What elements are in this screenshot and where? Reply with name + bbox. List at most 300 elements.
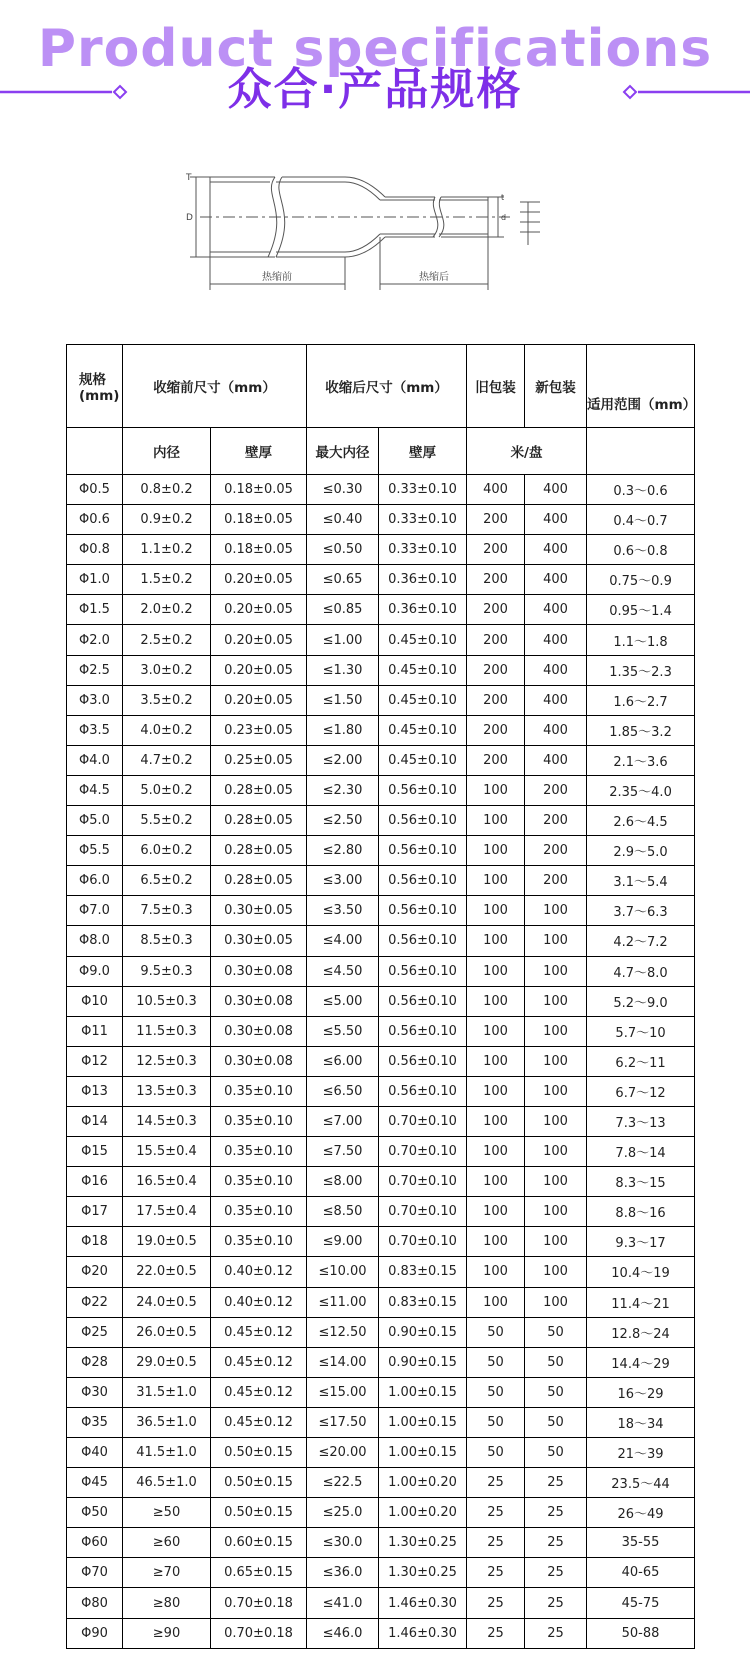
cell-inner: 16.5±0.4 xyxy=(123,1167,211,1197)
cell-new-pack: 400 xyxy=(525,475,587,505)
cell-wall-after: 0.56±0.10 xyxy=(379,1016,467,1046)
cell-range: 23.5～44 xyxy=(587,1468,695,1498)
cell-spec: Φ16 xyxy=(67,1167,123,1197)
cell-inner: 4.7±0.2 xyxy=(123,745,211,775)
cell-max-inner: ≤1.80 xyxy=(307,715,379,745)
cell-spec: Φ1.0 xyxy=(67,565,123,595)
cell-inner: 1.1±0.2 xyxy=(123,535,211,565)
cell-new-pack: 50 xyxy=(525,1407,587,1437)
cell-max-inner: ≤6.00 xyxy=(307,1046,379,1076)
cell-max-inner: ≤12.50 xyxy=(307,1317,379,1347)
cell-max-inner: ≤0.40 xyxy=(307,505,379,535)
cell-new-pack: 200 xyxy=(525,775,587,805)
title-chinese: 众合·产品规格 xyxy=(227,64,523,115)
table-row xyxy=(67,1287,695,1317)
cell-wall-after: 0.45±0.10 xyxy=(379,685,467,715)
cell-wall-after: 0.33±0.10 xyxy=(379,475,467,505)
cell-inner: 15.5±0.4 xyxy=(123,1137,211,1167)
cell-spec: Φ70 xyxy=(67,1558,123,1588)
cell-wall-after: 0.33±0.10 xyxy=(379,505,467,535)
cell-max-inner: ≤20.00 xyxy=(307,1438,379,1468)
cell-new-pack: 100 xyxy=(525,1046,587,1076)
cell-wall-after: 0.56±0.10 xyxy=(379,896,467,926)
cell-old-pack: 50 xyxy=(467,1407,525,1437)
table-row xyxy=(67,836,695,866)
cell-new-pack: 400 xyxy=(525,715,587,745)
cell-wall-before: 0.28±0.05 xyxy=(211,866,307,896)
cell-spec: Φ28 xyxy=(67,1347,123,1377)
cell-inner: ≥90 xyxy=(123,1618,211,1648)
header-wall-before: 壁厚 xyxy=(211,428,307,475)
cell-wall-before: 0.35±0.10 xyxy=(211,1076,307,1106)
cell-old-pack: 100 xyxy=(467,1227,525,1257)
table-row xyxy=(67,595,695,625)
cell-wall-after: 0.56±0.10 xyxy=(379,836,467,866)
cell-range: 2.6～4.5 xyxy=(587,806,695,836)
cell-inner: 8.5±0.3 xyxy=(123,926,211,956)
cell-range: 9.3～17 xyxy=(587,1227,695,1257)
cell-range: 18～34 xyxy=(587,1407,695,1437)
dim-label-D: D xyxy=(186,213,193,223)
cell-inner: 2.5±0.2 xyxy=(123,625,211,655)
cell-inner: 2.0±0.2 xyxy=(123,595,211,625)
cell-old-pack: 25 xyxy=(467,1498,525,1528)
cell-wall-before: 0.35±0.10 xyxy=(211,1197,307,1227)
cell-range: 6.7～12 xyxy=(587,1076,695,1106)
cell-max-inner: ≤25.0 xyxy=(307,1498,379,1528)
cell-new-pack: 100 xyxy=(525,1197,587,1227)
label-before-shrink: 热缩前 xyxy=(262,272,292,283)
table-row xyxy=(67,475,695,505)
header-before-shrink: 收缩前尺寸（mm） xyxy=(123,345,307,428)
cell-wall-before: 0.28±0.05 xyxy=(211,836,307,866)
cell-wall-before: 0.18±0.05 xyxy=(211,535,307,565)
cell-wall-after: 0.36±0.10 xyxy=(379,595,467,625)
cell-wall-before: 0.70±0.18 xyxy=(211,1588,307,1618)
cell-old-pack: 100 xyxy=(467,1046,525,1076)
header-wall-after: 壁厚 xyxy=(379,428,467,475)
table-row xyxy=(67,565,695,595)
cell-wall-after: 0.33±0.10 xyxy=(379,535,467,565)
header-after-shrink: 收缩后尺寸（mm） xyxy=(307,345,467,428)
cell-range: 1.85～3.2 xyxy=(587,715,695,745)
cell-range: 5.2～9.0 xyxy=(587,986,695,1016)
cell-range: 4.2～7.2 xyxy=(587,926,695,956)
table-row xyxy=(67,1046,695,1076)
cell-spec: Φ1.5 xyxy=(67,595,123,625)
cell-old-pack: 100 xyxy=(467,1197,525,1227)
cell-wall-after: 0.45±0.10 xyxy=(379,625,467,655)
cell-inner: 12.5±0.3 xyxy=(123,1046,211,1076)
table-row xyxy=(67,1407,695,1437)
cell-spec: Φ6.0 xyxy=(67,866,123,896)
cell-old-pack: 200 xyxy=(467,565,525,595)
cell-max-inner: ≤2.80 xyxy=(307,836,379,866)
cell-range: 21～39 xyxy=(587,1438,695,1468)
dim-label-t: t xyxy=(501,193,505,202)
cell-wall-after: 0.56±0.10 xyxy=(379,775,467,805)
cell-spec: Φ14 xyxy=(67,1106,123,1136)
cell-wall-before: 0.18±0.05 xyxy=(211,475,307,505)
table-row xyxy=(67,926,695,956)
cell-inner: 0.9±0.2 xyxy=(123,505,211,535)
cell-old-pack: 400 xyxy=(467,475,525,505)
cell-wall-before: 0.60±0.15 xyxy=(211,1528,307,1558)
cell-inner: 0.8±0.2 xyxy=(123,475,211,505)
cell-new-pack: 400 xyxy=(525,655,587,685)
cell-inner: 7.5±0.3 xyxy=(123,896,211,926)
cell-old-pack: 100 xyxy=(467,1106,525,1136)
cell-new-pack: 25 xyxy=(525,1468,587,1498)
cell-inner: 17.5±0.4 xyxy=(123,1197,211,1227)
cell-old-pack: 100 xyxy=(467,1016,525,1046)
cell-spec: Φ8.0 xyxy=(67,926,123,956)
table-row xyxy=(67,1588,695,1618)
cell-wall-after: 0.83±0.15 xyxy=(379,1287,467,1317)
cell-new-pack: 100 xyxy=(525,1227,587,1257)
cell-max-inner: ≤1.50 xyxy=(307,685,379,715)
cell-max-inner: ≤3.50 xyxy=(307,896,379,926)
cell-inner: ≥70 xyxy=(123,1558,211,1588)
cell-wall-after: 1.00±0.15 xyxy=(379,1407,467,1437)
cell-wall-before: 0.30±0.08 xyxy=(211,1046,307,1076)
cell-spec: Φ80 xyxy=(67,1588,123,1618)
cell-wall-before: 0.45±0.12 xyxy=(211,1407,307,1437)
cell-old-pack: 100 xyxy=(467,1167,525,1197)
header-max-inner: 最大内径 xyxy=(307,428,379,475)
cell-old-pack: 200 xyxy=(467,745,525,775)
cell-new-pack: 25 xyxy=(525,1618,587,1648)
cell-old-pack: 25 xyxy=(467,1618,525,1648)
cell-range: 6.2～11 xyxy=(587,1046,695,1076)
page-header xyxy=(0,0,750,130)
cell-inner: ≥50 xyxy=(123,1498,211,1528)
cell-spec: Φ4.5 xyxy=(67,775,123,805)
cell-spec: Φ10 xyxy=(67,986,123,1016)
table-row xyxy=(67,1016,695,1046)
cell-range: 2.1～3.6 xyxy=(587,745,695,775)
cell-max-inner: ≤17.50 xyxy=(307,1407,379,1437)
cell-wall-after: 1.46±0.30 xyxy=(379,1588,467,1618)
cell-spec: Φ5.5 xyxy=(67,836,123,866)
cell-new-pack: 100 xyxy=(525,926,587,956)
cell-new-pack: 25 xyxy=(525,1558,587,1588)
cell-wall-before: 0.30±0.08 xyxy=(211,986,307,1016)
cell-new-pack: 100 xyxy=(525,1257,587,1287)
dim-label-T: T xyxy=(186,173,192,183)
cell-spec: Φ0.5 xyxy=(67,475,123,505)
cell-inner: ≥60 xyxy=(123,1528,211,1558)
cell-new-pack: 100 xyxy=(525,1106,587,1136)
cell-max-inner: ≤36.0 xyxy=(307,1558,379,1588)
table-row xyxy=(67,1347,695,1377)
cell-range: 3.7～6.3 xyxy=(587,896,695,926)
cell-new-pack: 100 xyxy=(525,896,587,926)
cell-new-pack: 100 xyxy=(525,1076,587,1106)
cell-inner: 19.0±0.5 xyxy=(123,1227,211,1257)
table-row xyxy=(67,685,695,715)
cell-inner: 5.5±0.2 xyxy=(123,806,211,836)
table-row xyxy=(67,1197,695,1227)
cell-wall-before: 0.40±0.12 xyxy=(211,1257,307,1287)
table-row xyxy=(67,1257,695,1287)
header-inner-diameter: 内径 xyxy=(123,428,211,475)
cell-max-inner: ≤0.30 xyxy=(307,475,379,505)
cell-wall-before: 0.45±0.12 xyxy=(211,1377,307,1407)
cell-new-pack: 200 xyxy=(525,866,587,896)
cell-max-inner: ≤8.00 xyxy=(307,1167,379,1197)
cell-wall-before: 0.35±0.10 xyxy=(211,1106,307,1136)
cell-range: 50-88 xyxy=(587,1618,695,1648)
cell-max-inner: ≤11.00 xyxy=(307,1287,379,1317)
cell-new-pack: 50 xyxy=(525,1317,587,1347)
spec-table xyxy=(66,344,695,1649)
table-row xyxy=(67,1528,695,1558)
cell-new-pack: 400 xyxy=(525,625,587,655)
cell-wall-before: 0.50±0.15 xyxy=(211,1468,307,1498)
cell-max-inner: ≤1.00 xyxy=(307,625,379,655)
cell-spec: Φ11 xyxy=(67,1016,123,1046)
cell-old-pack: 100 xyxy=(467,806,525,836)
cell-new-pack: 50 xyxy=(525,1438,587,1468)
cell-wall-before: 0.18±0.05 xyxy=(211,505,307,535)
cell-wall-before: 0.50±0.15 xyxy=(211,1498,307,1528)
cell-max-inner: ≤46.0 xyxy=(307,1618,379,1648)
cell-old-pack: 200 xyxy=(467,535,525,565)
cell-old-pack: 25 xyxy=(467,1558,525,1588)
cell-max-inner: ≤4.50 xyxy=(307,956,379,986)
table-row xyxy=(67,1498,695,1528)
cell-spec: Φ5.0 xyxy=(67,806,123,836)
cell-inner: 22.0±0.5 xyxy=(123,1257,211,1287)
cell-wall-after: 0.70±0.10 xyxy=(379,1106,467,1136)
cell-range: 1.1～1.8 xyxy=(587,625,695,655)
cell-wall-after: 0.45±0.10 xyxy=(379,715,467,745)
cell-wall-after: 1.00±0.15 xyxy=(379,1377,467,1407)
cell-wall-before: 0.30±0.08 xyxy=(211,956,307,986)
cell-spec: Φ20 xyxy=(67,1257,123,1287)
cell-spec: Φ22 xyxy=(67,1287,123,1317)
cell-max-inner: ≤2.00 xyxy=(307,745,379,775)
cell-spec: Φ60 xyxy=(67,1528,123,1558)
cell-wall-after: 1.00±0.15 xyxy=(379,1438,467,1468)
cell-range: 3.1～5.4 xyxy=(587,866,695,896)
cell-spec: Φ2.5 xyxy=(67,655,123,685)
cell-max-inner: ≤5.00 xyxy=(307,986,379,1016)
cell-new-pack: 100 xyxy=(525,1137,587,1167)
cell-range: 7.3～13 xyxy=(587,1106,695,1136)
cell-wall-after: 0.56±0.10 xyxy=(379,866,467,896)
cell-range: 0.95～1.4 xyxy=(587,595,695,625)
table-row xyxy=(67,956,695,986)
cell-inner: 11.5±0.3 xyxy=(123,1016,211,1046)
cell-old-pack: 100 xyxy=(467,1257,525,1287)
cell-range: 0.6～0.8 xyxy=(587,535,695,565)
cell-spec: Φ7.0 xyxy=(67,896,123,926)
cell-wall-after: 1.30±0.25 xyxy=(379,1528,467,1558)
cell-spec: Φ9.0 xyxy=(67,956,123,986)
cell-spec: Φ4.0 xyxy=(67,745,123,775)
cell-inner: 36.5±1.0 xyxy=(123,1407,211,1437)
cell-max-inner: ≤2.30 xyxy=(307,775,379,805)
cell-wall-before: 0.20±0.05 xyxy=(211,655,307,685)
cell-wall-before: 0.20±0.05 xyxy=(211,595,307,625)
cell-new-pack: 400 xyxy=(525,535,587,565)
header-empty-range xyxy=(587,428,695,475)
cell-wall-after: 0.56±0.10 xyxy=(379,1046,467,1076)
dim-label-d: d xyxy=(501,213,507,222)
cell-wall-before: 0.28±0.05 xyxy=(211,775,307,805)
header-per-reel: 米/盘 xyxy=(467,428,587,475)
cell-range: 8.3～15 xyxy=(587,1167,695,1197)
table-row xyxy=(67,745,695,775)
cell-range: 35-55 xyxy=(587,1528,695,1558)
table-row xyxy=(67,1137,695,1167)
cell-inner: 9.5±0.3 xyxy=(123,956,211,986)
cell-new-pack: 100 xyxy=(525,986,587,1016)
cell-range: 45-75 xyxy=(587,1588,695,1618)
cell-max-inner: ≤10.00 xyxy=(307,1257,379,1287)
label-after-shrink: 热缩后 xyxy=(419,272,449,283)
cell-inner: 24.0±0.5 xyxy=(123,1287,211,1317)
cell-old-pack: 50 xyxy=(467,1438,525,1468)
cell-wall-after: 0.56±0.10 xyxy=(379,806,467,836)
cell-new-pack: 25 xyxy=(525,1588,587,1618)
spec-table-body xyxy=(67,475,695,1649)
cell-wall-after: 0.90±0.15 xyxy=(379,1347,467,1377)
cell-inner: ≥80 xyxy=(123,1588,211,1618)
cell-wall-before: 0.50±0.15 xyxy=(211,1438,307,1468)
cell-wall-after: 0.56±0.10 xyxy=(379,1076,467,1106)
cell-old-pack: 100 xyxy=(467,896,525,926)
cell-range: 16～29 xyxy=(587,1377,695,1407)
cell-spec: Φ12 xyxy=(67,1046,123,1076)
cell-spec: Φ3.0 xyxy=(67,685,123,715)
cell-inner: 1.5±0.2 xyxy=(123,565,211,595)
cell-spec: Φ2.0 xyxy=(67,625,123,655)
cell-old-pack: 200 xyxy=(467,625,525,655)
cell-old-pack: 100 xyxy=(467,1287,525,1317)
cell-old-pack: 200 xyxy=(467,505,525,535)
cell-range: 12.8～24 xyxy=(587,1317,695,1347)
cell-range: 1.35～2.3 xyxy=(587,655,695,685)
cell-old-pack: 100 xyxy=(467,775,525,805)
cell-new-pack: 400 xyxy=(525,595,587,625)
cell-spec: Φ35 xyxy=(67,1407,123,1437)
cell-old-pack: 50 xyxy=(467,1347,525,1377)
cell-inner: 41.5±1.0 xyxy=(123,1438,211,1468)
cell-wall-after: 0.70±0.10 xyxy=(379,1137,467,1167)
heat-shrink-tube-diagram xyxy=(0,160,750,310)
cell-wall-before: 0.35±0.10 xyxy=(211,1137,307,1167)
cell-inner: 46.5±1.0 xyxy=(123,1468,211,1498)
cell-old-pack: 100 xyxy=(467,986,525,1016)
cell-wall-before: 0.40±0.12 xyxy=(211,1287,307,1317)
cell-old-pack: 200 xyxy=(467,685,525,715)
cell-spec: Φ15 xyxy=(67,1137,123,1167)
cell-wall-after: 0.36±0.10 xyxy=(379,565,467,595)
table-row xyxy=(67,896,695,926)
cell-new-pack: 200 xyxy=(525,806,587,836)
cell-old-pack: 200 xyxy=(467,595,525,625)
cell-range: 2.35～4.0 xyxy=(587,775,695,805)
cell-inner: 4.0±0.2 xyxy=(123,715,211,745)
cell-new-pack: 100 xyxy=(525,1016,587,1046)
cell-inner: 10.5±0.3 xyxy=(123,986,211,1016)
cell-old-pack: 50 xyxy=(467,1317,525,1347)
cell-old-pack: 200 xyxy=(467,655,525,685)
cell-old-pack: 25 xyxy=(467,1528,525,1558)
cell-spec: Φ45 xyxy=(67,1468,123,1498)
cell-wall-before: 0.25±0.05 xyxy=(211,745,307,775)
header-old-pack: 旧包装 xyxy=(467,345,525,428)
cell-max-inner: ≤14.00 xyxy=(307,1347,379,1377)
cell-old-pack: 100 xyxy=(467,926,525,956)
header-new-pack: 新包装 xyxy=(525,345,587,428)
cell-wall-after: 1.00±0.20 xyxy=(379,1498,467,1528)
cell-range: 2.9～5.0 xyxy=(587,836,695,866)
cell-max-inner: ≤22.5 xyxy=(307,1468,379,1498)
cell-max-inner: ≤4.00 xyxy=(307,926,379,956)
cell-wall-after: 0.56±0.10 xyxy=(379,926,467,956)
cell-wall-after: 1.30±0.25 xyxy=(379,1558,467,1588)
table-row xyxy=(67,535,695,565)
cell-new-pack: 100 xyxy=(525,956,587,986)
cell-inner: 31.5±1.0 xyxy=(123,1377,211,1407)
table-row xyxy=(67,625,695,655)
cell-new-pack: 25 xyxy=(525,1498,587,1528)
cell-max-inner: ≤9.00 xyxy=(307,1227,379,1257)
cell-wall-before: 0.20±0.05 xyxy=(211,685,307,715)
left-divider-ornament xyxy=(0,84,130,100)
cell-wall-after: 0.56±0.10 xyxy=(379,986,467,1016)
cell-max-inner: ≤7.00 xyxy=(307,1106,379,1136)
header-empty xyxy=(67,428,123,475)
cell-old-pack: 50 xyxy=(467,1377,525,1407)
cell-new-pack: 400 xyxy=(525,685,587,715)
cell-max-inner: ≤5.50 xyxy=(307,1016,379,1046)
cell-range: 4.7～8.0 xyxy=(587,956,695,986)
table-row xyxy=(67,1106,695,1136)
cell-old-pack: 100 xyxy=(467,1076,525,1106)
cell-new-pack: 50 xyxy=(525,1377,587,1407)
cell-range: 26～49 xyxy=(587,1498,695,1528)
cell-range: 14.4～29 xyxy=(587,1347,695,1377)
cell-spec: Φ25 xyxy=(67,1317,123,1347)
cell-spec: Φ40 xyxy=(67,1438,123,1468)
cell-inner: 3.5±0.2 xyxy=(123,685,211,715)
cell-wall-before: 0.28±0.05 xyxy=(211,806,307,836)
cell-range: 11.4～21 xyxy=(587,1287,695,1317)
table-row xyxy=(67,1468,695,1498)
table-row xyxy=(67,655,695,685)
table-row xyxy=(67,1558,695,1588)
cell-max-inner: ≤30.0 xyxy=(307,1528,379,1558)
table-row xyxy=(67,1438,695,1468)
cell-wall-after: 0.45±0.10 xyxy=(379,745,467,775)
cell-range: 7.8～14 xyxy=(587,1137,695,1167)
cell-new-pack: 400 xyxy=(525,745,587,775)
cell-wall-before: 0.30±0.05 xyxy=(211,896,307,926)
cell-spec: Φ30 xyxy=(67,1377,123,1407)
table-row xyxy=(67,1618,695,1648)
cell-range: 1.6～2.7 xyxy=(587,685,695,715)
cell-old-pack: 100 xyxy=(467,866,525,896)
table-row xyxy=(67,715,695,745)
cell-wall-before: 0.20±0.05 xyxy=(211,625,307,655)
cell-spec: Φ90 xyxy=(67,1618,123,1648)
cell-max-inner: ≤8.50 xyxy=(307,1197,379,1227)
